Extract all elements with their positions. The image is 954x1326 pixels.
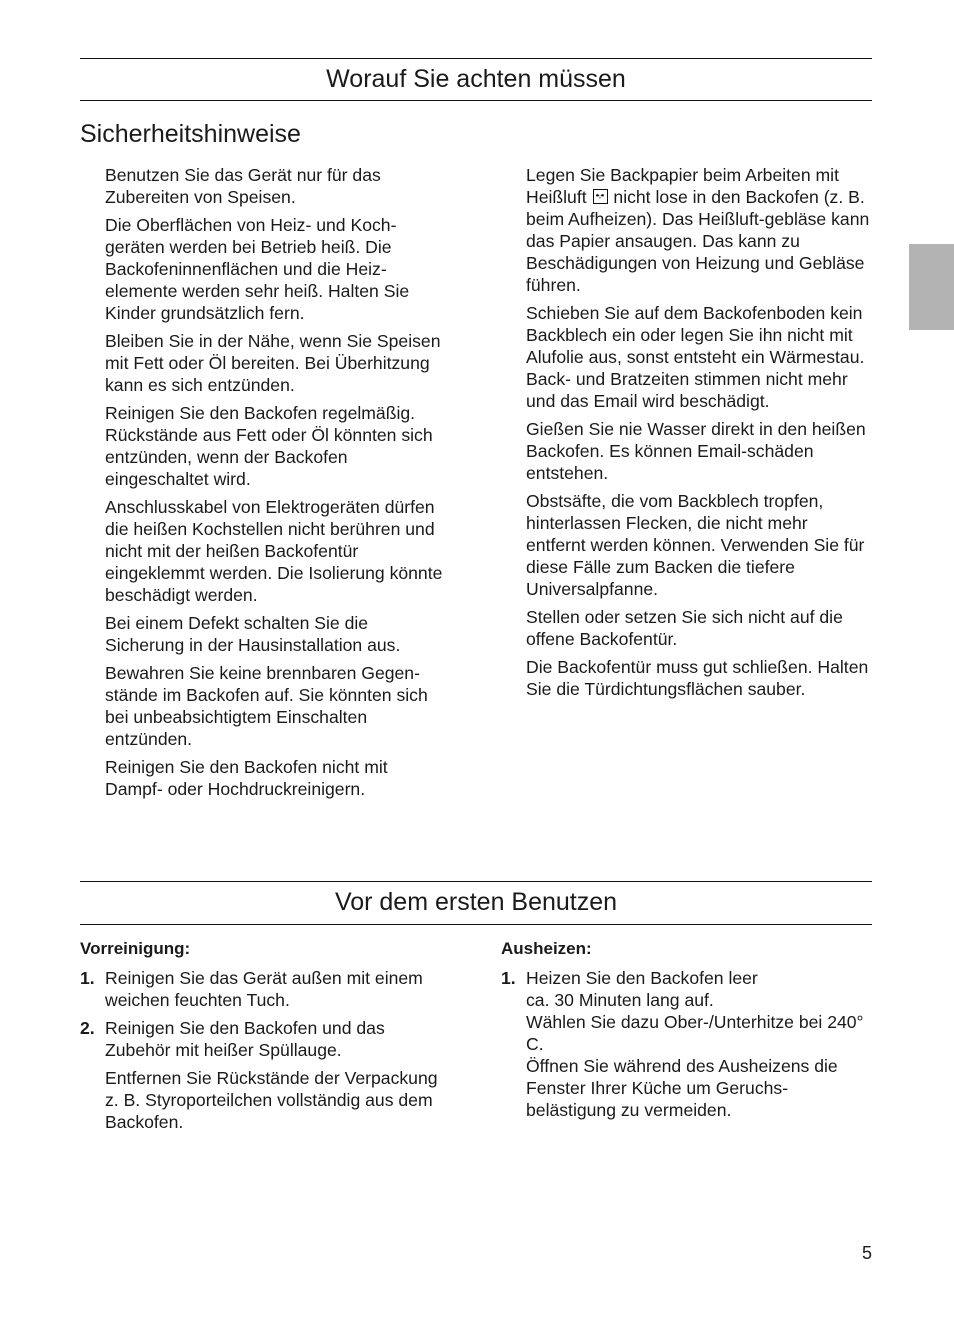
item-text: Reinigen Sie das Gerät außen mit einem weichen feuchten Tuch. — [105, 968, 423, 1010]
item-line: Wählen Sie dazu Ober-/Unterhitze bei 240° C. — [526, 1012, 864, 1054]
safety-left-column — [105, 164, 450, 806]
safety-paragraph: Benutzen Sie das Gerät nur für das Zubereiten von Speisen. — [105, 165, 381, 207]
safety-paragraph: Bewahren Sie keine brennbaren Gegen-stände im Backofen auf. Sie könnten sich bei unbeabsichtigtem Einschalten entzünden. — [105, 663, 428, 749]
safety-paragraph: Stellen oder setzen Sie sich nicht auf die offene Backofentür. — [526, 607, 843, 649]
safety-paragraph: Bei einem Defekt schalten Sie die Sicherung in der Hausinstallation aus. — [105, 613, 401, 655]
subheading-safety: Sicherheitshinweise — [80, 120, 301, 148]
paragraph-text: Legen Sie Backpapier beim Arbeiten mit Heißluft — [526, 165, 839, 207]
ausheizen-title: Ausheizen: — [501, 939, 592, 958]
safety-paragraph: Bleiben Sie in der Nähe, wenn Sie Speisen mit Fett oder Öl bereiten. Bei Überhitzung kann es sich entzünden. — [105, 331, 441, 395]
page-number: 5 — [861, 1243, 872, 1263]
hot-air-fan-icon — [593, 189, 608, 204]
item-number: 1. — [80, 968, 95, 988]
safety-paragraph: Reinigen Sie den Backofen nicht mit Dampf- oder Hochdruckreinigern. — [105, 757, 388, 799]
paragraph-text: nicht lose in den Backofen (z. B. beim Aufheizen). Das Heißluft-gebläse kann das Papier ansaugen. Das kann zu Beschädigungen von Heizung und Gebläse führen. — [526, 187, 870, 295]
safety-paragraph: Gießen Sie nie Wasser direkt in den heißen Backofen. Es können Email-schäden entstehen. — [526, 419, 866, 483]
safety-paragraph: Die Oberflächen von Heiz- und Koch-geräten werden bei Betrieb heiß. Die Backofeninnenflächen und die Heiz-elemente werden sehr heiß. Halten Sie Kinder grundsätzlich fern. — [105, 215, 410, 323]
safety-paragraph: Die Backofentür muss gut schließen. Halten Sie die Türdichtungsflächen sauber. — [526, 657, 869, 699]
safety-paragraph: Reinigen Sie den Backofen regelmäßig. Rückstände aus Fett oder Öl könnten sich entzünden, wenn der Backofen eingeschaltet wird. — [105, 403, 433, 489]
item-line: Heizen Sie den Backofen leer — [526, 968, 758, 988]
safety-paragraph: Obstsäfte, die vom Backblech tropfen, hinterlassen Flecken, die nicht mehr entfernt werden können. Verwenden Sie für diese Fälle zum Backen die tiefere Universalpfanne. — [526, 491, 865, 599]
safety-right-column — [526, 164, 872, 706]
chapter-tab-marker — [909, 244, 954, 330]
section-heading-top: Worauf Sie achten müssen — [80, 58, 872, 101]
ausheizen-list — [501, 967, 873, 1127]
vorreinigung-title: Vorreinigung: — [80, 939, 191, 958]
safety-paragraph: Schieben Sie auf dem Backofenboden kein Backblech ein oder legen Sie ihn nicht mit Alufolie aus, sonst entsteht ein Wärmestau. Back- und Bratzeiten stimmen nicht mehr und das Email wird beschädigt. — [526, 303, 865, 411]
vorreinigung-list — [80, 967, 455, 1133]
list-item — [80, 967, 455, 1011]
list-item — [501, 967, 873, 1121]
section-heading-bottom: Vor dem ersten Benutzen — [80, 881, 872, 925]
item-line: Öffnen Sie während des Ausheizens die Fenster Ihrer Küche um Geruchs-belästigung zu vermeiden. — [526, 1056, 838, 1120]
vorreinigung-extra: Entfernen Sie Rückstände der Verpackung z. B. Styroporteilchen vollständig aus dem Backofen. — [105, 1068, 438, 1132]
safety-paragraph — [526, 164, 872, 296]
item-number: 1. — [501, 968, 516, 988]
item-text: Reinigen Sie den Backofen und das Zubehör mit heißer Spüllauge. — [105, 1018, 385, 1060]
item-line: ca. 30 Minuten lang auf. — [526, 990, 714, 1010]
safety-paragraph: Anschlusskabel von Elektrogeräten dürfen die heißen Kochstellen nicht berühren und nicht mit der heißen Backofentür eingeklemmt werden. Die Isolierung könnte beschädigt werden. — [105, 497, 443, 605]
list-item — [80, 1017, 455, 1061]
item-number: 2. — [80, 1018, 95, 1038]
